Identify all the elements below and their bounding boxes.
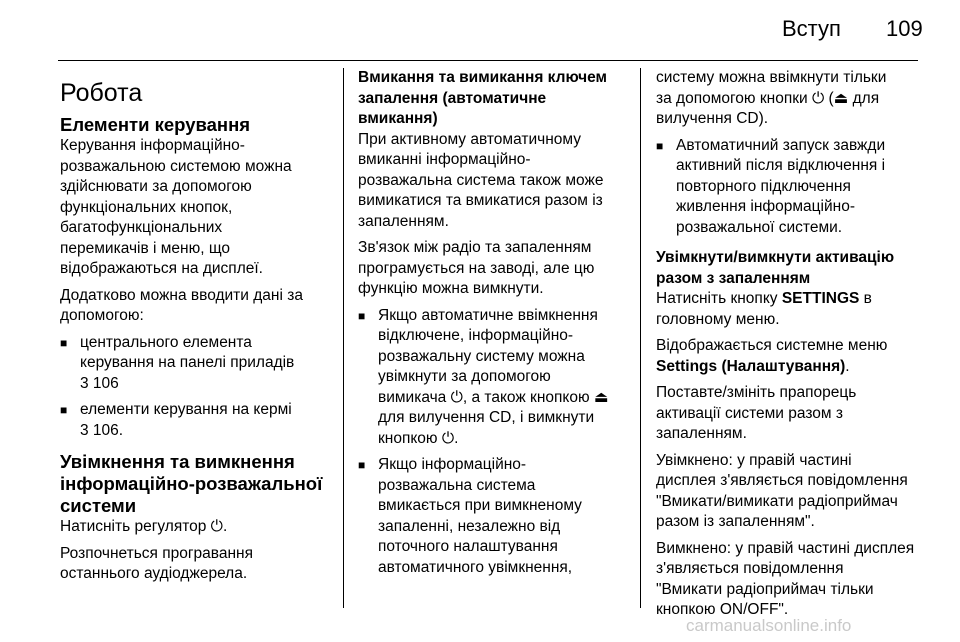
settings-paragraph: Натисніть кнопку SETTINGS в головному меню. [656, 290, 872, 328]
controls-paragraph: Керування інформаційно- розважальною системою можна здійснювати за допомогою функціональних кнопок, багатофункціональних перемикачів і меню, що відображаються на дисплеї. [60, 137, 292, 277]
column-divider [640, 68, 641, 608]
chapter-heading: Робота [60, 79, 143, 107]
input-paragraph: Додатково можна вводити дані за допомогою: [60, 286, 303, 324]
input-list [60, 333, 332, 442]
ignition-paragraph: При активному автоматичному вмиканні інформаційно- розважальна система також може вимикатися та вмикатися разом із запаленням. [358, 130, 604, 230]
checkbox-paragraph: Поставте/змініть прапорець активації системи разом з запаленням. [656, 384, 857, 442]
section-title: Вступ [782, 16, 841, 41]
column-divider [343, 68, 344, 608]
header-divider [58, 60, 918, 61]
controls-heading: Елементи керування [60, 114, 251, 135]
column-right [656, 68, 928, 627]
settings-menu-label: Settings (Налаштування) [656, 357, 846, 375]
list-item: ■ Якщо інформаційно- розважальна система вмикається при вимкненому запаленні, незалежно від поточного налаштування автоматичного увімкнення, [358, 455, 628, 578]
watermark-text: carmanualsonline.info [686, 616, 852, 635]
list-item: ■ Якщо автоматичне ввімкнення відключене, інформаційно- розважальну систему можна увімкнути за допомогою вимикача ⏻, а також кнопкою ⏏ для вилучення CD, і вимкнути кнопкою ⏻. [358, 306, 628, 450]
page-number: 109 [886, 16, 923, 41]
factory-paragraph: Зв'язок між радіо та запаленням програмується на заводі, але цю функцію можна вимкнути. [358, 239, 595, 297]
page-header [0, 0, 960, 62]
continuation-paragraph: систему можна ввімкнути тільки за допомогою кнопки ⏻ (⏏ для вилучення CD). [656, 69, 887, 127]
ignition-list [358, 306, 628, 579]
column-left [60, 68, 332, 591]
list-item: ■ елементи керування на кермі 3 106. [60, 400, 332, 441]
power-heading: Увімкнення та вимкнення інформаційно-розважальної системи [60, 451, 323, 516]
list-item: ■ центрального елемента керування на панелі приладів 3 106 [60, 333, 332, 395]
enabled-paragraph: Увімкнено: у правій частині дисплея з'являється повідомлення "Вмикати/вимикати радіоприймач разом із запаленням". [656, 451, 908, 530]
settings-button-label: SETTINGS [781, 290, 860, 307]
playback-paragraph: Розпочнеться програвання останнього аудіоджерела. [60, 544, 253, 582]
ignition-heading: Вмикання та вимикання ключем запалення (автоматичне вмикання) [358, 69, 607, 127]
activation-heading: Увімкнути/вимкнути активацію разом з запаленням [656, 249, 895, 287]
disabled-paragraph: Вимкнено: у правій частині дисплея з'являється повідомлення "Вмикати радіоприймач тільки кнопкою ON/OFF". [656, 539, 915, 618]
power-paragraph: Натисніть регулятор ⏻. [60, 518, 228, 535]
autostart-list [656, 136, 928, 239]
column-middle [358, 68, 628, 584]
list-item: ■ Автоматичний запуск завжди активний після відключення і повторного підключення живлення інформаційно- розважальної системи. [656, 136, 928, 239]
menu-paragraph: Відображається системне меню Settings (Налаштування). [656, 337, 888, 375]
